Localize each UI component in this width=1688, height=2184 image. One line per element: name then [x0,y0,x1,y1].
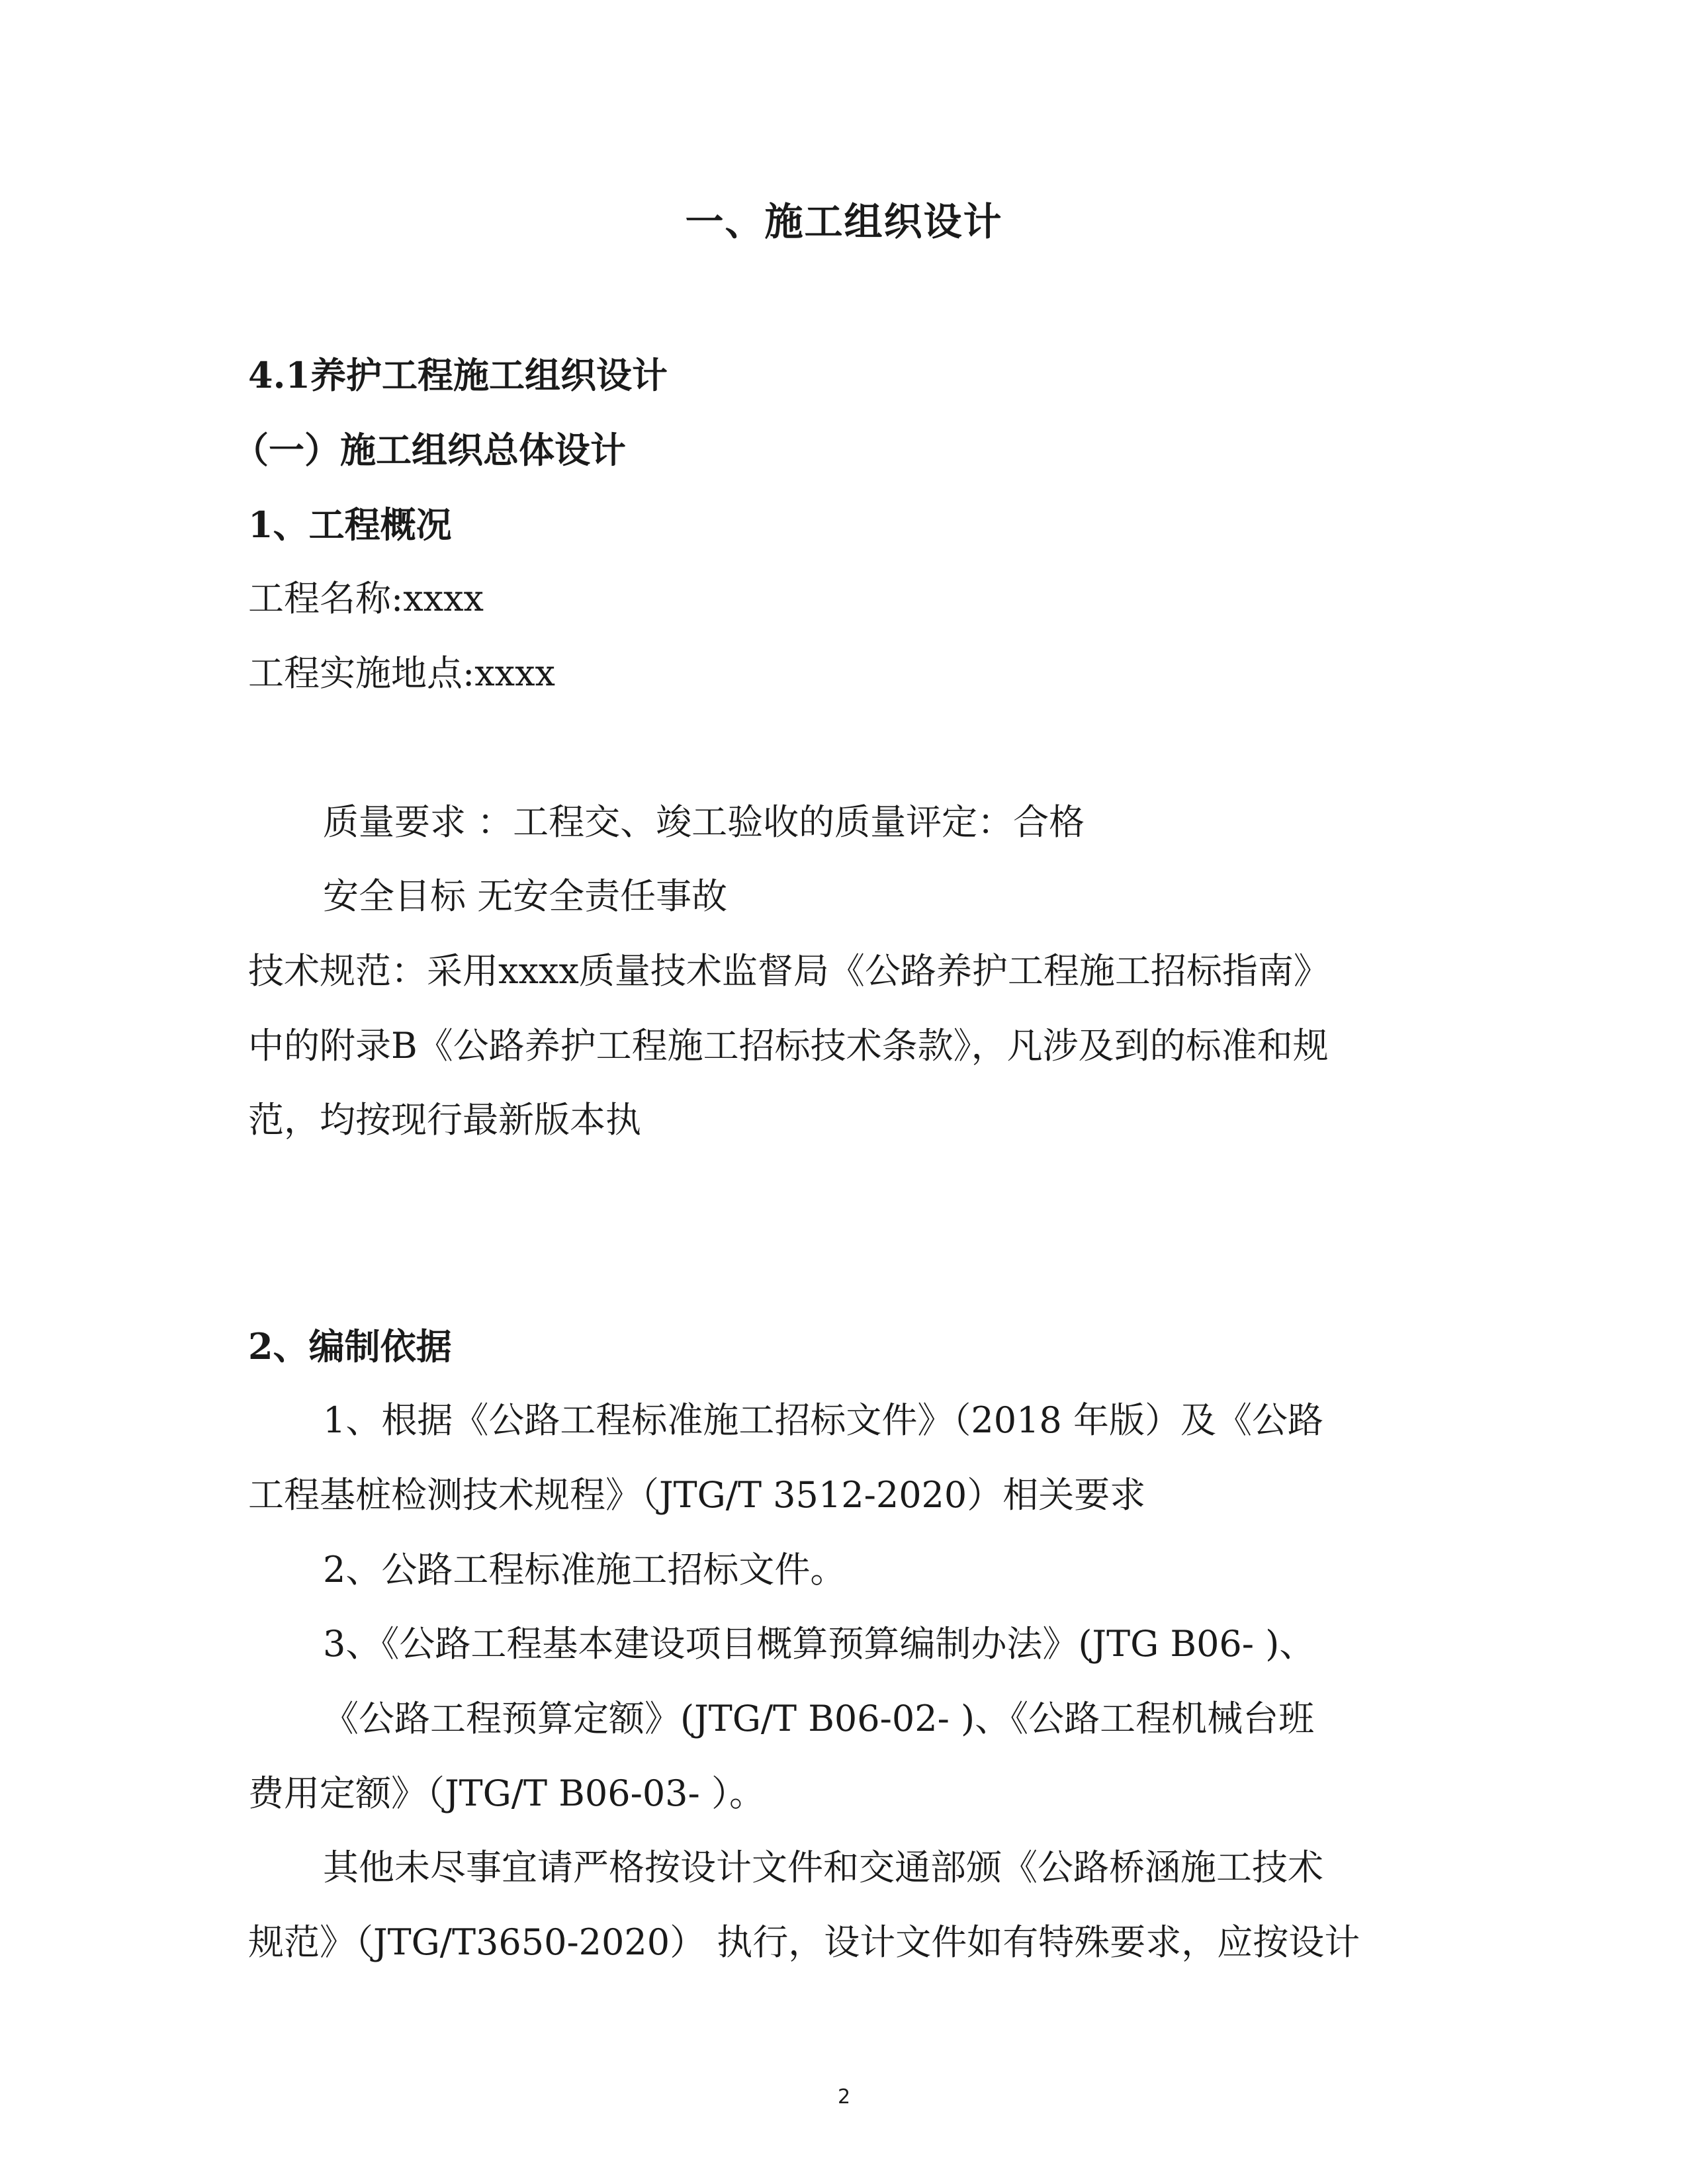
document-title: 一、施工组织设计 [685,199,1003,244]
basis-line: 规范》（JTG/T3650-2020） 执行，设计文件如有特殊要求，应按设计 [248,1921,1360,1963]
basis-line: 其他未尽事宜请严格按设计文件和交通部颁《公路桥涵施工技术 [323,1847,1323,1888]
basis-line: 1、根据《公路工程标准施工招标文件》（2018 年版）及《公路 [323,1399,1323,1441]
basis-line: 费用定额》（JTG/T B06-03- ）。 [248,1772,765,1814]
tech-spec-line: 范，均按现行最新版本执 [248,1099,641,1141]
project-location: 工程实施地点:xxxx [248,652,556,694]
page-number: 2 [837,2085,851,2109]
project-name: 工程名称:xxxx [248,578,484,619]
basis-line: 3、《公路工程基本建设项目概算预算编制办法》(JTG B06- )、 [323,1623,1315,1665]
overview-heading: 1、工程概况 [248,503,452,546]
section-heading: 4.1养护工程施工组织设计 [248,354,668,396]
safety-target: 安全目标 无安全责任事故 [323,875,728,917]
basis-line: 2、公路工程标准施工招标文件。 [323,1549,846,1591]
basis-line: 《公路工程预算定额》(JTG/T B06-02- )、《公路工程机械台班 [323,1698,1315,1739]
tech-spec-line: 中的附录B《公路养护工程施工招标技术条款》，凡涉及到的标准和规 [248,1025,1329,1067]
basis-line: 工程基桩检测技术规程》（JTG/T 3512-2020）相关要求 [248,1474,1146,1516]
basis-heading: 2、编制依据 [248,1325,452,1368]
subsection-heading: （一）施工组织总体设计 [233,429,626,471]
quality-requirement: 质量要求 ：工程交、竣工验收的质量评定：合格 [323,801,1085,843]
tech-spec-line: 技术规范：采用xxxx质量技术监督局《公路养护工程施工招标指南》 [248,950,1329,992]
